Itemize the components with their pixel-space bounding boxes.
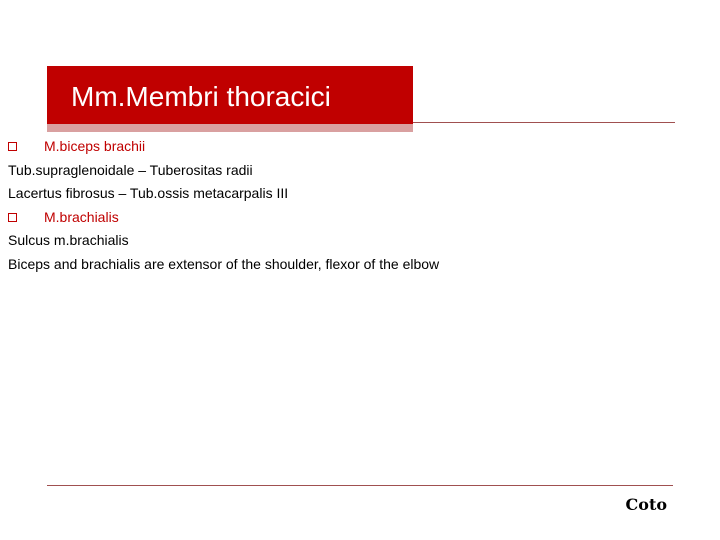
bullet-text: M.biceps brachii xyxy=(44,138,146,154)
slide-title: Mm.Membri thoracici xyxy=(71,81,331,112)
body-line: Sulcus m.brachialis xyxy=(8,232,129,248)
hollow-square-bullet-icon xyxy=(8,142,17,151)
body-line: Lacertus fibrosus – Tub.ossis metacarpalis III xyxy=(8,185,289,201)
footer-divider xyxy=(47,485,673,486)
bullet-text: M.brachialis xyxy=(44,208,119,225)
footer-label: Coto xyxy=(625,495,667,514)
bullet-item-brachialis xyxy=(8,206,708,230)
slide-body xyxy=(8,135,708,276)
title-shadow-bar xyxy=(47,124,413,132)
body-line: Biceps and brachialis are extensor of the shoulder, flexor of the elbow xyxy=(8,255,440,272)
header-divider xyxy=(413,122,675,123)
body-line: Tub.supraglenoidale – Tuberositas radii xyxy=(8,161,253,178)
bullet-item-biceps xyxy=(8,135,708,159)
hollow-square-bullet-icon xyxy=(8,213,17,222)
slide-title-box xyxy=(47,66,413,124)
